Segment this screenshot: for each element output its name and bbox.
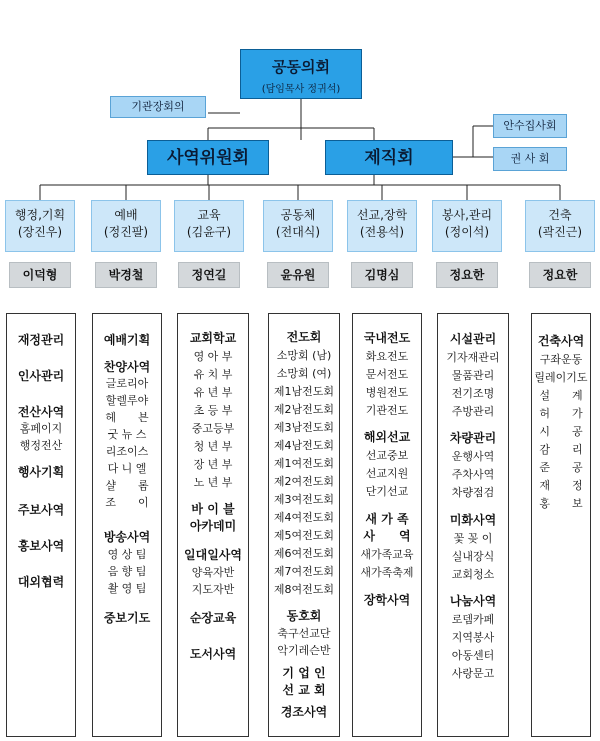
list-item: 미화사역 bbox=[449, 513, 497, 527]
list-item: 감 리 bbox=[539, 443, 583, 456]
list-item: 건축사역 bbox=[537, 334, 585, 348]
list-item: 중보기도 bbox=[103, 611, 151, 625]
list-item: 구좌운동 bbox=[539, 353, 583, 366]
list-item: 허 가 bbox=[539, 407, 583, 420]
list-item: 제6여전도회 bbox=[273, 547, 335, 560]
list-item: 로뎀카페 bbox=[451, 613, 495, 626]
list-item: 제2남전도회 bbox=[273, 403, 335, 416]
list-item: 축구선교단 bbox=[277, 627, 331, 640]
list-item: 기관전도 bbox=[365, 404, 409, 417]
deacons-board-box: 제직회 bbox=[325, 140, 453, 175]
list-item: 선교지원 bbox=[365, 467, 409, 480]
list-item: 차량점검 bbox=[451, 486, 495, 499]
dept-column-community bbox=[268, 313, 340, 737]
list-item: 찬양사역 bbox=[103, 360, 151, 374]
list-item: 주차사역 bbox=[451, 468, 495, 481]
list-item: 행사기획 bbox=[17, 465, 65, 479]
list-item: 기 업 인 bbox=[282, 666, 326, 680]
list-item: 해외선교 bbox=[363, 430, 411, 444]
list-item: 제1여전도회 bbox=[273, 457, 335, 470]
list-item: 사랑문고 bbox=[451, 667, 495, 680]
list-item: 제4남전도회 bbox=[273, 439, 335, 452]
list-item: 교회청소 bbox=[451, 568, 495, 581]
list-item: 바 이 블 bbox=[191, 502, 235, 516]
list-item: 새가족교육 bbox=[360, 548, 414, 561]
list-item: 전기조명 bbox=[451, 387, 495, 400]
list-item: 글로리아 bbox=[105, 377, 149, 390]
list-item: 물품관리 bbox=[451, 369, 495, 382]
list-item: 동호회 bbox=[286, 609, 322, 623]
list-item: 인사관리 bbox=[17, 369, 65, 383]
list-item: 준 공 bbox=[539, 461, 583, 474]
list-item: 일대일사역 bbox=[184, 548, 242, 562]
list-item: 할렐루야 bbox=[105, 394, 149, 407]
list-item: 병원전도 bbox=[365, 386, 409, 399]
gwonsa-box: 권 사 회 bbox=[493, 147, 567, 171]
list-item: 주보사역 bbox=[17, 503, 65, 517]
list-item: 방송사역 bbox=[103, 530, 151, 544]
list-item: 차량관리 bbox=[449, 431, 497, 445]
dept-column-construction bbox=[531, 313, 591, 737]
list-item: 영 아 부 bbox=[193, 350, 233, 363]
list-item: 초 등 부 bbox=[193, 404, 233, 417]
list-item: 제3여전도회 bbox=[273, 493, 335, 506]
list-item: 대외협력 bbox=[17, 575, 65, 589]
list-item: 새 가 족 bbox=[365, 512, 409, 526]
list-item: 홍보사역 bbox=[17, 539, 65, 553]
list-item: 소망회 (여) bbox=[276, 367, 332, 380]
list-item: 장 년 부 bbox=[193, 458, 233, 471]
list-item: 제5여전도회 bbox=[273, 529, 335, 542]
list-item: 경조사역 bbox=[280, 705, 328, 719]
dept-column-worship bbox=[92, 313, 162, 737]
dept-person: 김명심 bbox=[351, 262, 413, 288]
dept-person: 이덕형 bbox=[9, 262, 71, 288]
list-item: 굿 뉴 스 bbox=[107, 428, 147, 441]
list-item: 청 년 부 bbox=[193, 440, 233, 453]
dept-column-service bbox=[437, 313, 509, 737]
list-item: 기자재관리 bbox=[446, 351, 500, 364]
list-item: 아동센터 bbox=[451, 649, 495, 662]
dept-header: 교육 (김윤구) bbox=[174, 200, 244, 252]
list-item: 다 니 엘 bbox=[107, 462, 147, 475]
dept-column-education bbox=[177, 313, 249, 737]
ansu-box: 안수집사회 bbox=[493, 114, 567, 138]
list-item: 국내전도 bbox=[363, 331, 411, 345]
list-item: 헤 븐 bbox=[105, 411, 149, 424]
list-item: 순장교육 bbox=[189, 611, 237, 625]
list-item: 악기레슨반 bbox=[277, 644, 331, 657]
list-item: 지역봉사 bbox=[451, 631, 495, 644]
list-item: 사 역 bbox=[363, 529, 411, 543]
list-item: 전산사역 bbox=[17, 405, 65, 419]
list-item: 문서전도 bbox=[365, 368, 409, 381]
list-item: 주방관리 bbox=[451, 405, 495, 418]
list-item: 새가족축제 bbox=[360, 566, 414, 579]
list-item: 도서사역 bbox=[189, 647, 237, 661]
dept-header: 건축 (곽진근) bbox=[525, 200, 595, 252]
list-item: 단기선교 bbox=[365, 485, 409, 498]
dept-header: 공동체 (전대식) bbox=[263, 200, 333, 252]
list-item: 홈페이지 bbox=[19, 422, 63, 435]
dept-header: 예배 (정진팔) bbox=[91, 200, 161, 252]
list-item: 지도자반 bbox=[191, 583, 235, 596]
list-item: 유 년 부 bbox=[193, 386, 233, 399]
list-item: 아카데미 bbox=[189, 519, 237, 533]
list-item: 장학사역 bbox=[363, 593, 411, 607]
dept-header: 선교,장학 (전용석) bbox=[347, 200, 417, 252]
list-item: 시설관리 bbox=[449, 332, 497, 346]
dept-person: 정요한 bbox=[436, 262, 498, 288]
list-item: 제7여전도회 bbox=[273, 565, 335, 578]
dept-column-mission bbox=[352, 313, 422, 737]
list-item: 운행사역 bbox=[451, 450, 495, 463]
list-item: 조 이 bbox=[105, 496, 149, 509]
dept-person: 윤유원 bbox=[267, 262, 329, 288]
list-item: 실내장식 bbox=[451, 550, 495, 563]
list-item: 제8여전도회 bbox=[273, 583, 335, 596]
list-item: 리조이스 bbox=[105, 445, 149, 458]
list-item: 꽃 꽂 이 bbox=[453, 532, 493, 545]
list-item: 화요전도 bbox=[365, 350, 409, 363]
list-item: 양육자반 bbox=[191, 566, 235, 579]
list-item: 재 정 bbox=[539, 479, 583, 492]
list-item: 제4여전도회 bbox=[273, 511, 335, 524]
list-item: 유 치 부 bbox=[193, 368, 233, 381]
general-assembly-subtitle: (담임목사 정귀석) bbox=[261, 84, 341, 95]
general-assembly-title: 공동의회 bbox=[272, 58, 330, 76]
dept-header: 행정,기획 (장진우) bbox=[5, 200, 75, 252]
dept-person: 박경철 bbox=[95, 262, 157, 288]
list-item: 제2여전도회 bbox=[273, 475, 335, 488]
list-item: 샬 롬 bbox=[105, 479, 149, 492]
ministry-committee-box: 사역위원회 bbox=[147, 140, 269, 175]
gigwan-box: 기관장회의 bbox=[110, 96, 206, 118]
list-item: 선 교 회 bbox=[282, 683, 326, 697]
list-item: 설 계 bbox=[539, 389, 583, 402]
list-item: 촬 영 팀 bbox=[107, 582, 147, 595]
dept-person: 정요한 bbox=[529, 262, 591, 288]
list-item: 예배기획 bbox=[103, 333, 151, 347]
dept-person: 정연길 bbox=[178, 262, 240, 288]
list-item: 제1남전도회 bbox=[273, 385, 335, 398]
dept-header: 봉사,관리 (정이석) bbox=[432, 200, 502, 252]
general-assembly-box bbox=[240, 49, 362, 99]
list-item: 전도회 bbox=[286, 330, 322, 344]
dept-column-admin bbox=[6, 313, 76, 737]
list-item: 홍 보 bbox=[539, 497, 583, 510]
list-item: 릴레이기도 bbox=[534, 371, 588, 384]
list-item: 중고등부 bbox=[191, 422, 235, 435]
list-item: 영 상 팀 bbox=[107, 548, 147, 561]
list-item: 제3남전도회 bbox=[273, 421, 335, 434]
list-item: 재정관리 bbox=[17, 333, 65, 347]
list-item: 교회학교 bbox=[189, 331, 237, 345]
list-item: 선교중보 bbox=[365, 449, 409, 462]
list-item: 음 향 팀 bbox=[107, 565, 147, 578]
list-item: 행정전산 bbox=[19, 439, 63, 452]
list-item: 소망회 (남) bbox=[276, 349, 332, 362]
list-item: 시 공 bbox=[539, 425, 583, 438]
list-item: 나눔사역 bbox=[449, 594, 497, 608]
list-item: 노 년 부 bbox=[193, 476, 233, 489]
